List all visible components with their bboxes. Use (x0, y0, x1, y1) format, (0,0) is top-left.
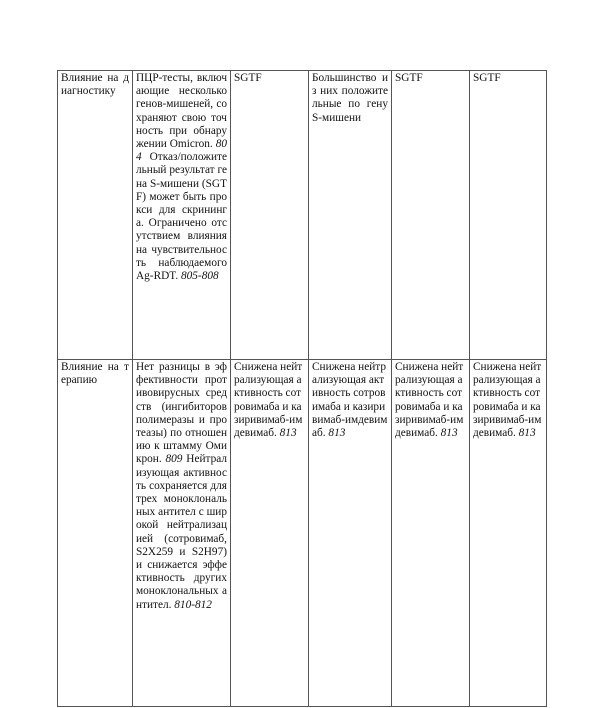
table-row (58, 71, 547, 360)
variant-text: Снижена нейтрализующая активность сотровимаба и казиривимаб-имдевимаб. (312, 361, 388, 440)
reference-number: 813 (518, 427, 536, 440)
variant-text: SGTF (234, 72, 262, 84)
variant-cell (231, 71, 309, 360)
variant-cell (470, 360, 547, 707)
variant-cell (309, 71, 392, 360)
reference-number: 810-812 (174, 598, 212, 611)
variant-cell (392, 71, 470, 360)
variant-text: Снижена нейтрализующая активность сотровимаба и казиривимаб-имдевимаб. (473, 361, 542, 440)
description-text-2: Отказ/положительный результат гена S-мишени (SGTF) может быть прокси для скрининга. Ограничено отсутствием влияния на чувствительность наблюдаемого Ag-RDT. (136, 151, 227, 283)
reference-number: 813 (328, 427, 346, 440)
variant-text: SGTF (395, 72, 423, 84)
variant-cell (231, 360, 309, 707)
reference-number: 805-808 (180, 270, 219, 283)
comparison-table (57, 70, 547, 707)
table-row (58, 360, 547, 707)
variant-text: Снижена нейтрализующая активность сотровимаба и казиривимаб-имдевимаб. (395, 361, 464, 440)
description-text: ПЦР-тесты, включающие несколько генов-мишеней, сохраняют свою точность при обнаружении Omicron. (136, 72, 227, 151)
variant-cell (309, 360, 392, 707)
reference-number: 813 (279, 427, 297, 440)
variant-text: Снижена нейтрализующая активность сотровимаба и казиривимаб-имдевимаб. (234, 361, 303, 440)
description-cell (133, 71, 231, 360)
variant-cell (470, 71, 547, 360)
reference-number: 813 (440, 427, 458, 440)
description-cell (133, 360, 231, 707)
row-label: Влияние на терапию (61, 361, 129, 387)
description-text-2: Нейтрализующая активность сохраняется для трех моноклональных антител с широкой нейтрализацией (сотровимаб, S2X259 и S2H97) и снижается эффективность других моноклональных антител. (136, 453, 227, 611)
description-text: Нет разницы в эффективности противовирусных средств (ингибиторов полимеразы и протеазы) по отношению к штамму Омикрон. (136, 361, 227, 466)
variant-text: SGTF (473, 72, 501, 84)
variant-cell (392, 360, 470, 707)
reference-number: 809 (165, 453, 183, 466)
reference-number: 804 (136, 138, 227, 164)
row-label: Влияние на диагностику (61, 72, 129, 98)
variant-text: Большинство из них положительные по гену S-мишени (312, 72, 388, 124)
row-label-cell (58, 71, 133, 360)
row-label-cell (58, 360, 133, 707)
